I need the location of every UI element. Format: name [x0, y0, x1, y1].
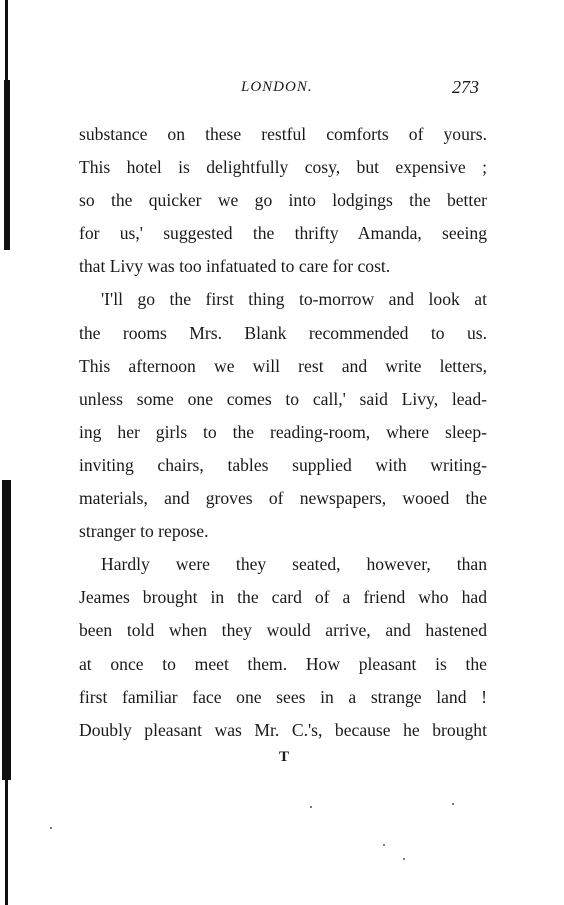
binding-edge-top [5, 0, 8, 80]
text-line: Doubly pleasant was Mr. C.'s, because he brought [79, 719, 487, 740]
text-line: Hardly were they seated, however, than [101, 554, 487, 575]
text-line: first familiar face one sees in a strange land ! [79, 686, 487, 707]
text-line: the rooms Mrs. Blank recommended to us. [79, 322, 487, 343]
text-line: ing her girls to the reading-room, where sleep- [79, 421, 487, 442]
text-line: so the quicker we go into lodgings the better [79, 190, 487, 211]
scan-speck [403, 858, 405, 860]
binding-edge-lower [2, 480, 11, 780]
text-line: at once to meet them. How pleasant is the [79, 653, 487, 674]
text-line: Jeames brought in the card of a friend who had [79, 587, 487, 608]
scan-speck [383, 844, 385, 846]
text-line: inviting chairs, tables supplied with writing- [79, 454, 487, 475]
text-line: that Livy was too infatuated to care for cost. [79, 256, 391, 277]
scan-speck [452, 803, 454, 805]
text-line: substance on these restful comforts of yours. [79, 124, 487, 144]
binding-edge-upper [4, 80, 10, 250]
scan-speck [50, 827, 52, 829]
text-line: unless some one comes to call,' said Livy, lead- [79, 388, 487, 409]
text-line: This afternoon we will rest and write letters, [79, 355, 487, 376]
binding-edge-bottom [5, 780, 8, 905]
scan-speck [310, 806, 312, 808]
text-line: been told when they would arrive, and hastened [79, 620, 487, 641]
text-line: for us,' suggested the thrifty Amanda, seeing [79, 223, 487, 244]
body-text [79, 118, 487, 747]
text-line: materials, and groves of newspapers, wooed the [79, 488, 487, 509]
text-line: This hotel is delightfully cosy, but expensive ; [79, 157, 487, 178]
text-line: stranger to repose. [79, 521, 209, 542]
page-number: 273 [452, 77, 479, 97]
running-header-title: LONDON. [241, 79, 313, 95]
text-line: 'I'll go the first thing to-morrow and look at [101, 289, 487, 310]
signature-mark: T [279, 749, 290, 765]
